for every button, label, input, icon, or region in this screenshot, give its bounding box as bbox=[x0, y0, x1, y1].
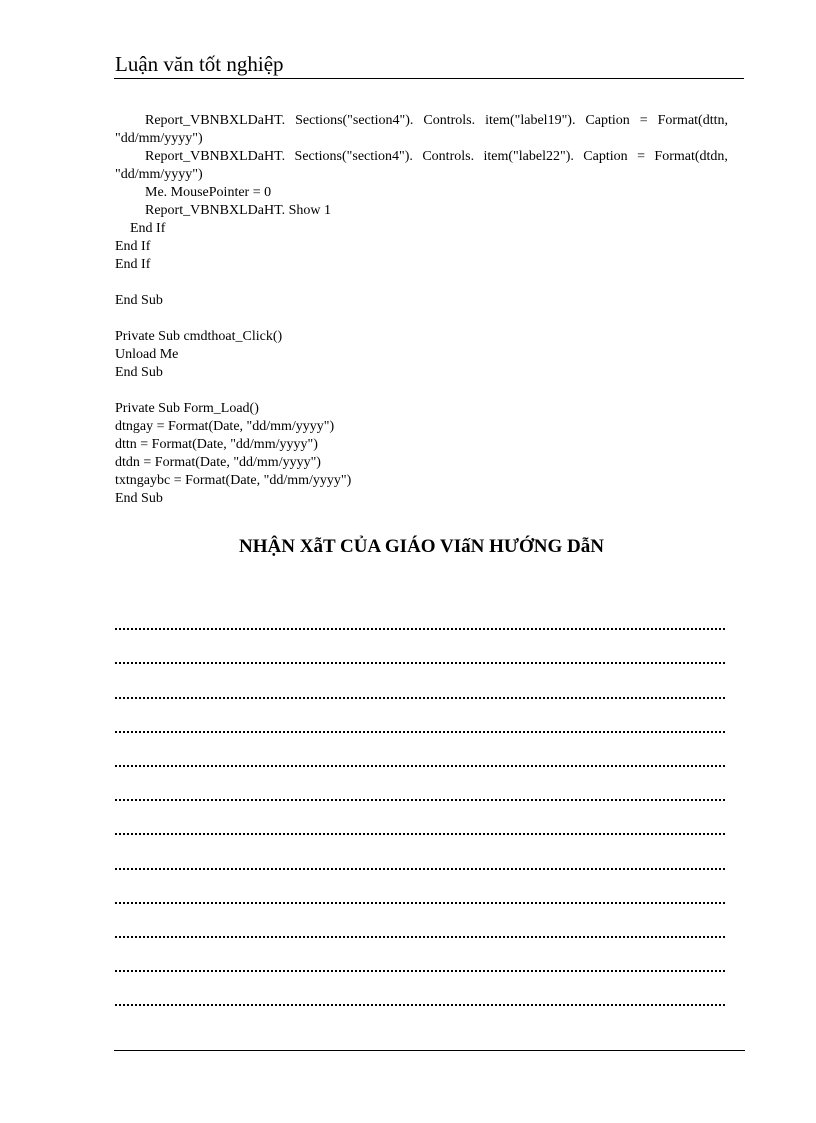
code-line: dtngay = Format(Date, "dd/mm/yyyy") bbox=[115, 419, 335, 434]
comment-dotted-line bbox=[115, 610, 725, 644]
comment-dotted-line bbox=[115, 952, 725, 986]
code-line: End Sub bbox=[115, 491, 163, 506]
code-token: Sections("section4"). bbox=[294, 149, 413, 164]
code-line: Report_VBNBXLDaHT. Show 1 bbox=[145, 203, 332, 218]
blank-line bbox=[115, 310, 728, 328]
code-line bbox=[115, 148, 728, 166]
comment-dotted-line bbox=[115, 849, 725, 883]
code-token: item("label22"). bbox=[483, 149, 574, 164]
code-token: Report_VBNBXLDaHT. bbox=[145, 149, 286, 164]
code-token: Controls. bbox=[422, 149, 475, 164]
code-line: dttn = Format(Date, "dd/mm/yyyy") bbox=[115, 437, 318, 452]
comment-dotted-line bbox=[115, 781, 725, 815]
code-line bbox=[115, 112, 728, 130]
header-divider bbox=[114, 78, 744, 79]
code-line: Unload Me bbox=[115, 347, 179, 362]
code-line: Private Sub cmdthoat_Click() bbox=[115, 329, 283, 344]
footer-divider bbox=[114, 1050, 745, 1051]
comment-dotted-line bbox=[115, 815, 725, 849]
code-line: End If bbox=[115, 257, 151, 272]
code-line: End Sub bbox=[115, 293, 163, 308]
code-token: Format(dttn, bbox=[657, 113, 728, 128]
supervisor-comment-heading: NHẬN XẫT CỦA GIÁO VIấN HƯỚNG DẫN bbox=[239, 536, 604, 557]
code-token: Sections("section4"). bbox=[295, 113, 414, 128]
code-token: Caption bbox=[583, 149, 628, 164]
comment-dotted-line bbox=[115, 644, 725, 678]
code-token: Controls. bbox=[423, 113, 476, 128]
code-line: dtdn = Format(Date, "dd/mm/yyyy") bbox=[115, 455, 321, 470]
code-line: "dd/mm/yyyy") bbox=[115, 131, 203, 146]
code-token: Format(dtdn, bbox=[654, 149, 728, 164]
code-line: End If bbox=[115, 239, 151, 254]
comment-dotted-line bbox=[115, 884, 725, 918]
code-token: Report_VBNBXLDaHT. bbox=[145, 113, 286, 128]
code-line: End Sub bbox=[115, 365, 163, 380]
blank-line bbox=[115, 274, 728, 292]
comment-dotted-line bbox=[115, 678, 725, 712]
code-line: End If bbox=[130, 221, 166, 236]
code-token: item("label19"). bbox=[485, 113, 576, 128]
code-token: = bbox=[637, 149, 645, 164]
code-listing bbox=[115, 112, 728, 508]
comment-dotted-line bbox=[115, 713, 725, 747]
comment-dotted-line bbox=[115, 986, 725, 1020]
comment-lines bbox=[115, 610, 725, 1020]
code-line: Private Sub Form_Load() bbox=[115, 401, 259, 416]
code-line: "dd/mm/yyyy") bbox=[115, 167, 203, 182]
code-token: = bbox=[639, 113, 648, 128]
document-title: Luận văn tốt nghiệp bbox=[115, 52, 284, 76]
code-line: Me. MousePointer = 0 bbox=[145, 185, 272, 200]
blank-line bbox=[115, 382, 728, 400]
code-token: Caption bbox=[585, 113, 630, 128]
code-line: txtngaybc = Format(Date, "dd/mm/yyyy") bbox=[115, 473, 352, 488]
comment-dotted-line bbox=[115, 747, 725, 781]
comment-dotted-line bbox=[115, 918, 725, 952]
